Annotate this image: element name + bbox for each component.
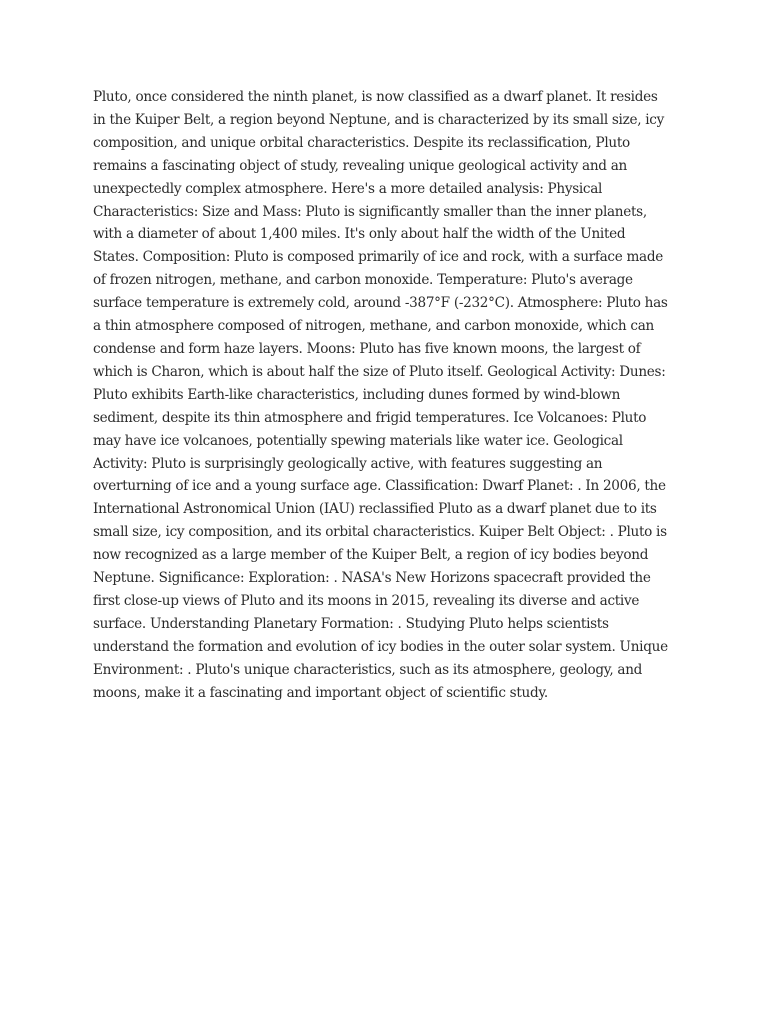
body-paragraph: Pluto, once considered the ninth planet, is now classified as a dwarf planet. It resides in the Kuiper Belt, a region beyond Neptune, and is characterized by its small size, icy composition, and unique orbital characteristics. Despite its reclassification, Pluto remains a fascinating object of study, revealing unique geological activity and an unexpectedly complex atmosphere. Here's a more detailed analysis: Physical Characteristics: Size and Mass: Pluto is significantly smaller than the inner planets, with a diameter of about 1,400 miles. It's only about half the width of the United States. Composition: Pluto is composed primarily of ice and rock, with a surface made of frozen nitrogen, methane, and carbon monoxide. Temperature: Pluto's average surface temperature is extremely cold, around -387°F (-232°C). Atmosphere: Pluto has a thin atmosphere composed of nitrogen, methane, and carbon monoxide, which can condense and form haze layers. Moons: Pluto has five known moons, the largest of which is Charon, which is about half the size of Pluto itself. Geological Activity: Dunes: Pluto exhibits Earth-like characteristics, including dunes formed by wind-blown sediment, despite its thin atmosphere and frigid temperatures. Ice Volcanoes: Pluto may have ice volcanoes, potentially spewing materials like water ice. Geological Activity: Pluto is surprisingly geologically active, with features suggesting an overturning of ice and a young surface age. Classification: Dwarf Planet: . In 2006, the International Astronomical Union (IAU) reclassified Pluto as a dwarf planet due to its small size, icy composition, and its orbital characteristics. Kuiper Belt Object: . Pluto is now recognized as a large member of the Kuiper Belt, a region of icy bodies beyond Neptune. Significance: Exploration: . NASA's New Horizons spacecraft provided the first close-up views of Pluto and its moons in 2015, revealing its diverse and active surface. Understanding Planetary Formation: . Studying Pluto helps scientists understand the formation and evolution of icy bodies in the outer solar system. Unique Environment: . Pluto's unique characteristics, such as its atmosphere, geology, and moons, make it a fascinating and important object of scientific study. <box>93 89 668 701</box>
